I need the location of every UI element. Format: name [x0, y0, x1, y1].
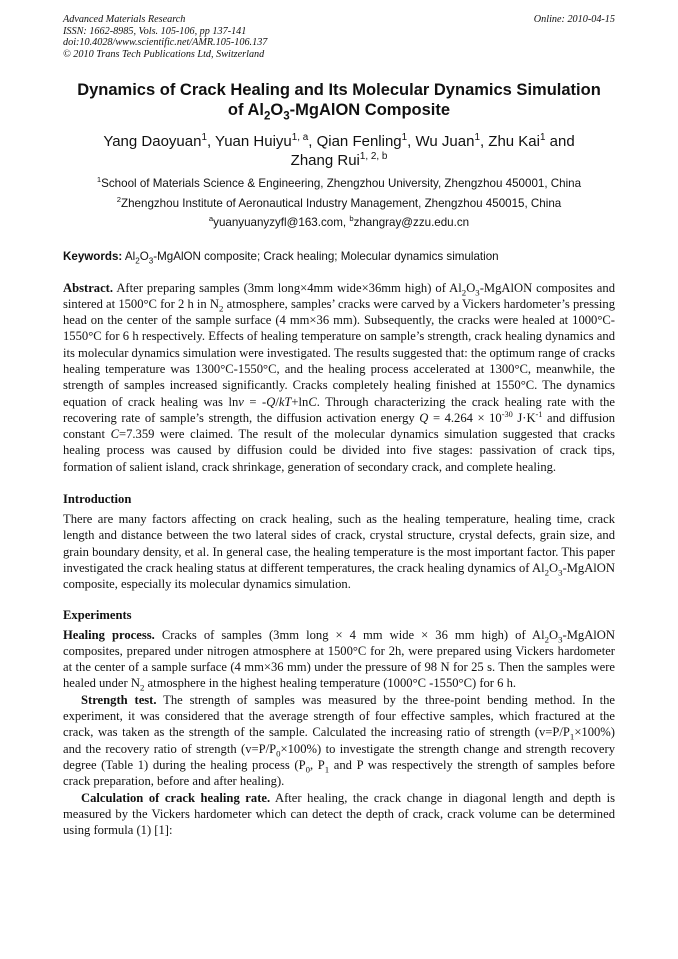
introduction-paragraph: There are many factors affecting on crack healing, such as the healing temperature, healing time, crack length and distance between the two lateral sides of crack, crystal structure, crystal defects, grain size, and grain boundary density, et al. In general case, the healing temperature is the most important factor. This paper investigated the crack healing status at different temperatures, the crack healing dynamics of $Al_2O_3$-MgAlON composite, especially its molecular dynamics simulation. — [63, 512, 615, 592]
affiliation-2: $^2$Zhengzhou Institute of Aeronautical Industry Management, Zhengzhou 450015, China — [116, 194, 562, 210]
keywords: Keywords: $Al_2O_3$-MgAlON composite; Crack healing; Molecular dynamics simulation — [63, 249, 499, 265]
author-name: Zhu Kai — [488, 133, 540, 150]
author-name: Qian Fenling — [316, 133, 402, 150]
journal-name: Advanced Materials Research — [63, 14, 186, 25]
affiliation-1: $^1$School of Materials Science & Engineering, Zhengzhou University, Zhengzhou 450001, China — [96, 175, 582, 190]
author-emails: $^a$yuanyuanyzyfl@163.com, $^b$zhangray@zzu.edu.cn — [208, 214, 470, 229]
author-name: Zhang Rui — [290, 152, 360, 169]
email-b-link[interactable]: zhangray@zzu.edu.cn — [353, 216, 470, 229]
paper-title — [63, 80, 615, 123]
email-a-link[interactable]: yuanyuanyzyfl@163.com, — [213, 216, 347, 229]
issn-line: ISSN: 1662-8985, Vols. 105-106, pp 137-141 — [63, 25, 247, 37]
author-name: Wu Juan — [415, 133, 475, 150]
author-name: Yang Daoyuan — [103, 133, 202, 150]
journal-header — [63, 14, 615, 60]
affiliations — [63, 174, 615, 233]
abstract: Abstract. After preparing samples (3mm long×4mm wide×36mm high) of $Al_2O_3$-MgAlON composites and sintered at 1500°C for 2 h in $N_2$ atmosphere, samples’ cracks were carved by a Vickers hardometer’s pressing head on the center of the sample surface (4 mm×36 mm). Subsequently, the cracks were healed at 1000°C-1550°C for 6 h respectively. Effects of healing temperature on sample’s strength, crack healing dynamics and its molecular dynamics simulation were investigated. The results suggested that: the optimum range of cracks healing temperature was 1300°C-1550°C, and the healing process accelerated at 1300°C, meanwhile, the strength of samples increased significantly. Cracks completely healing finished at 1550°C. The dynamics equation of crack healing was lnv = -Q/kT+lnC. Through characterizing the crack healing rate with the recovering rate of sample’s strength, the diffusion activation energy $Q = 4.264 \times 10^{-30}$ $J\cdot K^{-1}$ and diffusion constant C=7.359 were claimed. The result of the molecular dynamics simulation suggested that cracks healing process was caused by diffusion could be divided into five stages: passivation of crack tips, formation of salient island, crack shrinkage, generation of secondary crack, and complete healing. — [63, 280, 616, 474]
crack-healing-rate-paragraph: Calculation of crack healing rate. After healing, the crack change in diagonal length and depth is measured by the Vickers hardometer which can detect the depth of crack, crack volume can be determined using formula (1) [1]: — [63, 790, 615, 838]
introduction-heading: Introduction — [63, 492, 132, 507]
author-list: Yang Daoyuan$^1$, Yuan Huiyu$^{1, a}$, Qian Fenling$^1$, Wu Juan$^1$, Zhu Kai$^1$ and Zhang Rui$^{1, 2, b}$ — [103, 132, 575, 169]
doi-line: doi:10.4028/www.scientific.net/AMR.105-106.137 — [63, 37, 268, 48]
keywords-label: Keywords: — [63, 249, 123, 263]
strength-test-paragraph: Strength test. The strength of samples was measured by the three-point bending method. In the experiment, it was considered that the average strength of four effective samples, which fractured at the crack, was taken as the strength of the sample. Calculated the increasing ratio of strength $(v=P/P_1\times 100\%)$ and the recovery ratio of strength $(v=P/P_0\times 100\%)$ to investigate the strength change and strength recovery degree (Table 1) during the healing process ($P_0$, $P_1$ and P was respectively the strength of samples before crack preparation, before and after healing). — [63, 692, 616, 789]
title-line-1: Dynamics of Crack Healing and Its Molecular Dynamics Simulation — [77, 81, 601, 99]
author-name: Yuan Huiyu — [215, 133, 292, 150]
title-line-2: of $Al_2O_3$-MgAlON Composite — [227, 101, 451, 123]
experiments-heading: Experiments — [63, 607, 132, 622]
paper-page — [63, 14, 615, 838]
online-date: Online: 2010-04-15 — [533, 14, 615, 25]
healing-process-paragraph: Healing process. Cracks of samples (3mm long × 4 mm wide × 36 mm high) of $Al_2O_3$-MgAlON composites, prepared under nitrogen atmosphere at 1500°C for 2h, were prepared using Vickers hardometer at the center of a sample surface (4 mm×36 mm) under the pressure of 98 N for 25 s. Then the samples were healed under $N_2$ atmosphere in the highest healing temperature (1000°C -1550°C) for 6 h. — [63, 627, 615, 693]
abstract-label: Abstract. — [63, 280, 114, 295]
copyright-line: © 2010 Trans Tech Publications Ltd, Switzerland — [63, 48, 265, 60]
